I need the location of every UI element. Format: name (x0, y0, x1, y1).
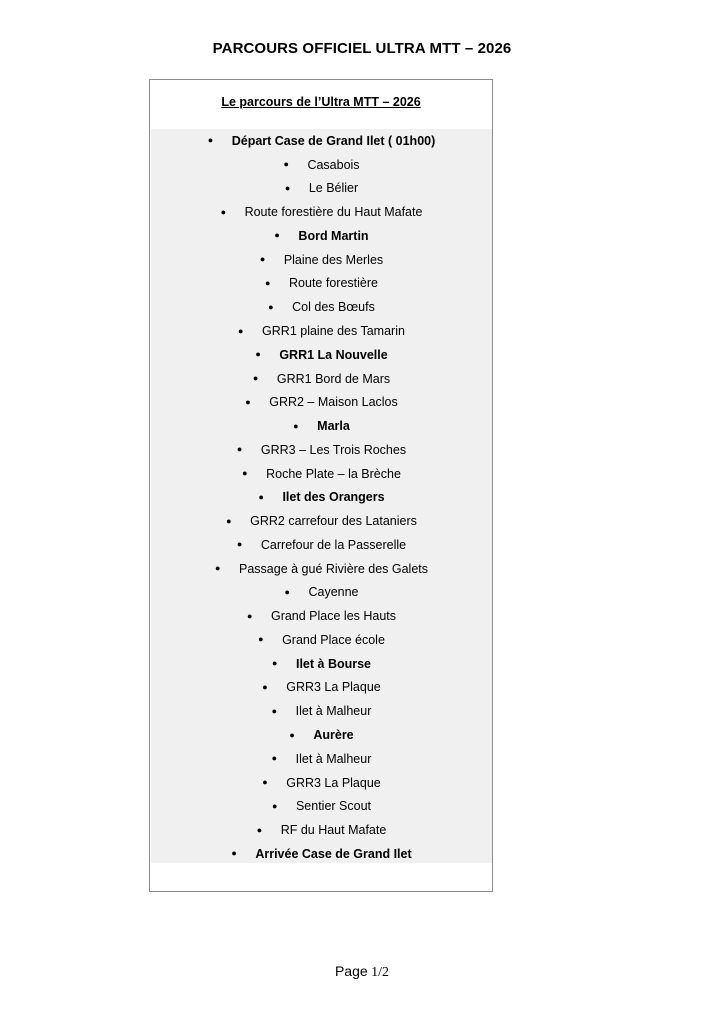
stop-label: GRR3 La Plaque (286, 680, 381, 695)
stop-label: Bord Martin (298, 228, 369, 243)
bullet-icon: ● (271, 753, 278, 764)
list-item (151, 509, 492, 533)
bullet-icon: ● (271, 658, 278, 669)
stop-label: Route forestière (289, 276, 378, 291)
bullet-icon: ● (226, 515, 232, 526)
page-number-value: 1/2 (371, 965, 390, 980)
stop-label: Grand Place école (282, 632, 385, 647)
list-item (151, 295, 492, 319)
stop-label: Sentier Scout (295, 799, 372, 814)
list-item (151, 652, 492, 676)
stop-label: GRR2 carrefour des Lataniers (250, 514, 417, 529)
stop-label: RF du Haut Mafate (280, 823, 387, 838)
bullet-icon: ● (289, 729, 295, 740)
stop-label: GRR3 La Plaque (286, 775, 381, 790)
list-item (151, 818, 492, 842)
bullet-icon: ● (255, 349, 261, 360)
list-item (151, 129, 492, 153)
bullet-icon: ● (238, 325, 244, 336)
stop-label: Ilet à Bourse (295, 656, 372, 671)
route-box (149, 79, 493, 892)
stop-label: Marla (317, 419, 350, 434)
list-item (151, 272, 492, 296)
list-item (151, 676, 492, 700)
document-title: PARCOURS OFFICIEL ULTRA MTT – 2026 (212, 40, 512, 57)
stop-label: GRR1 plaine des Tamarin (262, 324, 405, 338)
list-item (151, 485, 492, 509)
bullet-icon: ● (271, 705, 278, 716)
list-item (151, 414, 492, 438)
bullet-icon: ● (236, 444, 243, 455)
list-item (151, 699, 492, 723)
bullet-icon: ● (256, 824, 263, 835)
bullet-icon: ● (246, 610, 253, 621)
bullet-icon: ● (293, 420, 299, 431)
list-item (151, 153, 492, 177)
stop-list (151, 129, 492, 863)
stop-label: GRR2 – Maison Laclos (269, 395, 398, 410)
bullet-icon: ● (220, 206, 226, 217)
bullet-icon: ● (284, 182, 291, 193)
bullet-icon: ● (262, 681, 268, 692)
stop-label: GRR3 – Les Trois Roches (260, 442, 407, 457)
list-item (151, 438, 492, 462)
route-heading: Le parcours de l’Ultra MTT – 2026 (221, 95, 421, 109)
stop-label: GRR1 Bord de Mars (276, 371, 391, 386)
list-item (151, 723, 492, 747)
list-item (151, 794, 492, 818)
list-item (151, 177, 492, 201)
stop-label: Ilet à Malheur (295, 751, 372, 766)
bullet-icon: ● (242, 468, 248, 479)
bullet-icon: ● (231, 848, 237, 859)
list-item (151, 462, 492, 486)
bullet-icon: ● (258, 634, 264, 645)
bullet-icon: ● (274, 230, 280, 241)
stop-label: Plaine des Merles (283, 252, 384, 267)
list-item (151, 200, 492, 224)
bullet-icon: ● (265, 277, 271, 288)
stop-label: Grand Place les Hauts (270, 609, 397, 624)
stop-label: Route forestière du Haut Mafate (244, 205, 423, 220)
list-item (151, 747, 492, 771)
page-number-label: Page (334, 963, 368, 979)
list-item (151, 533, 492, 557)
stop-label: Col des Bœufs (292, 300, 375, 315)
bullet-icon: ● (258, 491, 264, 502)
stop-label: Cayenne (308, 585, 359, 600)
bullet-icon: ● (283, 159, 289, 170)
stop-label: GRR1 La Nouvelle (279, 347, 388, 362)
list-item (151, 367, 492, 391)
bullet-icon: ● (271, 800, 278, 811)
list-item (151, 581, 492, 605)
stop-label: Aurère (313, 728, 354, 743)
list-item (151, 343, 492, 367)
stop-label: Le Bélier (308, 181, 359, 196)
bullet-icon: ● (245, 396, 251, 407)
stop-label: Départ Case de Grand Ilet ( 01h00) (231, 133, 436, 148)
bullet-icon: ● (284, 586, 290, 597)
bullet-icon: ● (207, 135, 214, 146)
stop-label: Carrefour de la Passerelle (260, 537, 407, 552)
list-item (151, 224, 492, 248)
stop-label: Passage à gué Rivière des Galets (239, 561, 428, 576)
bullet-icon: ● (262, 777, 268, 788)
stop-label: Ilet à Malheur (295, 704, 372, 719)
list-item (151, 628, 492, 652)
stop-label: Arrivée Case de Grand Ilet (255, 846, 412, 861)
bullet-icon: ● (252, 373, 259, 384)
list-item (151, 604, 492, 628)
bullet-icon: ● (236, 539, 243, 550)
list-item (151, 842, 492, 866)
bullet-icon: ● (215, 563, 221, 574)
list-item (151, 771, 492, 795)
bullet-icon: ● (268, 301, 274, 312)
stop-label: Ilet des Orangers (282, 490, 385, 505)
list-item (151, 319, 492, 343)
page-number (0, 963, 724, 981)
list-item (151, 557, 492, 581)
stop-label: Casabois (307, 157, 360, 172)
list-item (151, 390, 492, 414)
stop-label: Roche Plate – la Brèche (266, 466, 401, 481)
bullet-icon: ● (259, 254, 266, 265)
list-item (151, 248, 492, 272)
